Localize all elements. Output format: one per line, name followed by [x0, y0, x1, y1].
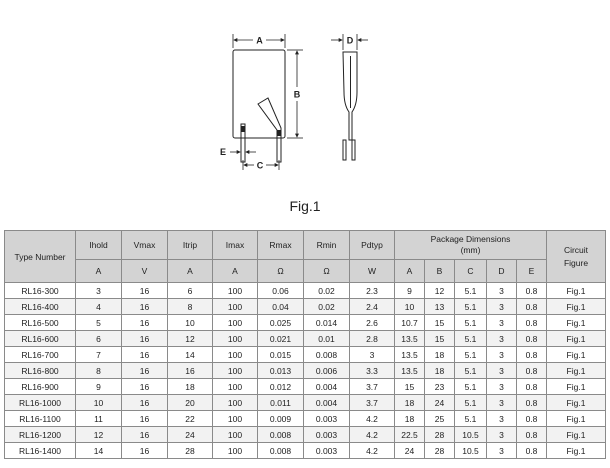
cell-dim-d: 3 [487, 283, 517, 299]
table-row [5, 347, 606, 363]
cell-circuit-figure: Fig.1 [547, 315, 606, 331]
table-row [5, 283, 606, 299]
cell-dim-a: 24 [395, 443, 425, 459]
cell-circuit-figure: Fig.1 [547, 363, 606, 379]
cell-imax: 100 [213, 347, 258, 363]
cell-pdtyp: 4.2 [350, 443, 395, 459]
cell-rmin: 0.02 [304, 283, 350, 299]
header-type-number: Type Number [5, 231, 76, 283]
cell-itrip: 6 [168, 283, 213, 299]
cell-dim-c: 5.1 [455, 299, 487, 315]
dim-c-label: C [256, 160, 264, 171]
unit-ihold: A [76, 260, 122, 283]
cell-rmax: 0.011 [258, 395, 304, 411]
cell-dim-d: 3 [487, 347, 517, 363]
cell-rmax: 0.021 [258, 331, 304, 347]
cell-dim-a: 10 [395, 299, 425, 315]
dim-b-label: B [293, 89, 301, 100]
cell-circuit-figure: Fig.1 [547, 299, 606, 315]
cell-circuit-figure: Fig.1 [547, 443, 606, 459]
cell-imax: 100 [213, 395, 258, 411]
cell-type-number: RL16-700 [5, 347, 76, 363]
cell-rmin: 0.01 [304, 331, 350, 347]
cell-imax: 100 [213, 411, 258, 427]
cell-dim-c: 5.1 [455, 379, 487, 395]
front-view [233, 50, 285, 162]
unit-dim-c: C [455, 260, 487, 283]
cell-itrip: 8 [168, 299, 213, 315]
cell-ihold: 6 [76, 331, 122, 347]
header-itrip: Itrip [168, 231, 213, 260]
unit-rmin: Ω [304, 260, 350, 283]
cell-dim-c: 5.1 [455, 331, 487, 347]
dim-d-label: D [346, 35, 354, 46]
table-row [5, 379, 606, 395]
cell-itrip: 12 [168, 331, 213, 347]
cell-itrip: 16 [168, 363, 213, 379]
cell-imax: 100 [213, 379, 258, 395]
header-vmax: Vmax [122, 231, 168, 260]
cell-ihold: 8 [76, 363, 122, 379]
cell-dim-e: 0.8 [517, 331, 547, 347]
cell-rmax: 0.008 [258, 443, 304, 459]
cell-ihold: 9 [76, 379, 122, 395]
cell-pdtyp: 2.8 [350, 331, 395, 347]
cell-imax: 100 [213, 443, 258, 459]
cell-vmax: 16 [122, 283, 168, 299]
unit-dim-d: D [487, 260, 517, 283]
header-circuit-figure [547, 231, 606, 283]
cell-ihold: 10 [76, 395, 122, 411]
unit-dim-a: A [395, 260, 425, 283]
cell-circuit-figure: Fig.1 [547, 331, 606, 347]
cell-itrip: 28 [168, 443, 213, 459]
table-row [5, 395, 606, 411]
unit-rmax: Ω [258, 260, 304, 283]
table-row [5, 315, 606, 331]
cell-pdtyp: 2.4 [350, 299, 395, 315]
table-body [5, 283, 606, 459]
cell-dim-b: 23 [425, 379, 455, 395]
cell-circuit-figure: Fig.1 [547, 427, 606, 443]
header-imax: Imax [213, 231, 258, 260]
cell-itrip: 14 [168, 347, 213, 363]
cell-ihold: 7 [76, 347, 122, 363]
cell-ihold: 14 [76, 443, 122, 459]
cell-vmax: 16 [122, 411, 168, 427]
unit-imax: A [213, 260, 258, 283]
cell-dim-e: 0.8 [517, 315, 547, 331]
cell-dim-d: 3 [487, 443, 517, 459]
cell-rmax: 0.008 [258, 427, 304, 443]
circuit-figure-line2: Figure [563, 257, 589, 268]
cell-ihold: 5 [76, 315, 122, 331]
cell-pdtyp: 3.3 [350, 363, 395, 379]
cell-rmin: 0.004 [304, 379, 350, 395]
cell-rmin: 0.02 [304, 299, 350, 315]
cell-imax: 100 [213, 363, 258, 379]
cell-dim-c: 5.1 [455, 347, 487, 363]
header-rmax: Rmax [258, 231, 304, 260]
cell-type-number: RL16-1000 [5, 395, 76, 411]
dim-a-label: A [256, 35, 263, 46]
cell-type-number: RL16-300 [5, 283, 76, 299]
cell-ihold: 12 [76, 427, 122, 443]
cell-itrip: 10 [168, 315, 213, 331]
cell-rmin: 0.003 [304, 443, 350, 459]
table-row [5, 363, 606, 379]
unit-itrip: A [168, 260, 213, 283]
cell-ihold: 3 [76, 283, 122, 299]
cell-pdtyp: 3.7 [350, 379, 395, 395]
cell-dim-c: 5.1 [455, 411, 487, 427]
cell-dim-a: 15 [395, 379, 425, 395]
cell-vmax: 16 [122, 443, 168, 459]
cell-circuit-figure: Fig.1 [547, 395, 606, 411]
cell-type-number: RL16-1100 [5, 411, 76, 427]
specification-table [4, 230, 606, 459]
cell-type-number: RL16-500 [5, 315, 76, 331]
header-package-dimensions [395, 231, 547, 260]
cell-itrip: 18 [168, 379, 213, 395]
cell-rmax: 0.04 [258, 299, 304, 315]
cell-dim-a: 13.5 [395, 363, 425, 379]
package-dimensions-title: Package Dimensions [430, 234, 511, 244]
cell-type-number: RL16-600 [5, 331, 76, 347]
cell-vmax: 16 [122, 315, 168, 331]
table-row [5, 299, 606, 315]
cell-rmax: 0.06 [258, 283, 304, 299]
cell-dim-d: 3 [487, 411, 517, 427]
cell-dim-b: 15 [425, 315, 455, 331]
cell-dim-c: 10.5 [455, 443, 487, 459]
cell-dim-c: 5.1 [455, 283, 487, 299]
cell-rmin: 0.014 [304, 315, 350, 331]
cell-rmax: 0.009 [258, 411, 304, 427]
cell-dim-b: 13 [425, 299, 455, 315]
cell-dim-a: 9 [395, 283, 425, 299]
cell-imax: 100 [213, 315, 258, 331]
cell-dim-b: 24 [425, 395, 455, 411]
table-row [5, 443, 606, 459]
cell-dim-e: 0.8 [517, 347, 547, 363]
table-row [5, 411, 606, 427]
cell-rmax: 0.013 [258, 363, 304, 379]
cell-rmax: 0.015 [258, 347, 304, 363]
cell-dim-e: 0.8 [517, 427, 547, 443]
cell-rmin: 0.003 [304, 411, 350, 427]
cell-circuit-figure: Fig.1 [547, 411, 606, 427]
circuit-figure-line1: Circuit [563, 244, 589, 255]
cell-dim-d: 3 [487, 395, 517, 411]
cell-circuit-figure: Fig.1 [547, 379, 606, 395]
cell-imax: 100 [213, 427, 258, 443]
cell-dim-e: 0.8 [517, 363, 547, 379]
cell-vmax: 16 [122, 347, 168, 363]
side-view [343, 52, 357, 160]
cell-type-number: RL16-1200 [5, 427, 76, 443]
cell-type-number: RL16-800 [5, 363, 76, 379]
unit-vmax: V [122, 260, 168, 283]
cell-vmax: 16 [122, 395, 168, 411]
cell-dim-d: 3 [487, 331, 517, 347]
cell-dim-e: 0.8 [517, 411, 547, 427]
cell-dim-a: 18 [395, 411, 425, 427]
cell-rmax: 0.025 [258, 315, 304, 331]
cell-vmax: 16 [122, 299, 168, 315]
cell-type-number: RL16-1400 [5, 443, 76, 459]
cell-dim-c: 5.1 [455, 363, 487, 379]
header-ihold: Ihold [76, 231, 122, 260]
header-rmin: Rmin [304, 231, 350, 260]
table-header [5, 231, 606, 283]
cell-dim-b: 28 [425, 427, 455, 443]
cell-dim-a: 18 [395, 395, 425, 411]
cell-pdtyp: 3 [350, 347, 395, 363]
cell-ihold: 11 [76, 411, 122, 427]
cell-vmax: 16 [122, 363, 168, 379]
cell-itrip: 20 [168, 395, 213, 411]
cell-dim-c: 5.1 [455, 315, 487, 331]
cell-rmin: 0.004 [304, 395, 350, 411]
dim-e-label: E [219, 147, 227, 157]
cell-vmax: 16 [122, 331, 168, 347]
cell-dim-d: 3 [487, 363, 517, 379]
unit-dim-e: E [517, 260, 547, 283]
cell-dim-e: 0.8 [517, 395, 547, 411]
cell-imax: 100 [213, 283, 258, 299]
cell-dim-a: 13.5 [395, 347, 425, 363]
cell-itrip: 24 [168, 427, 213, 443]
cell-type-number: RL16-400 [5, 299, 76, 315]
cell-pdtyp: 4.2 [350, 427, 395, 443]
cell-dim-c: 5.1 [455, 395, 487, 411]
cell-dim-b: 25 [425, 411, 455, 427]
cell-dim-a: 22.5 [395, 427, 425, 443]
cell-rmin: 0.008 [304, 347, 350, 363]
unit-pdtyp: W [350, 260, 395, 283]
cell-vmax: 16 [122, 379, 168, 395]
cell-circuit-figure: Fig.1 [547, 347, 606, 363]
cell-dim-a: 10.7 [395, 315, 425, 331]
cell-itrip: 22 [168, 411, 213, 427]
cell-rmin: 0.006 [304, 363, 350, 379]
cell-imax: 100 [213, 331, 258, 347]
figure-caption: Fig.1 [289, 198, 321, 214]
cell-ihold: 4 [76, 299, 122, 315]
cell-dim-d: 3 [487, 299, 517, 315]
cell-dim-b: 12 [425, 283, 455, 299]
cell-dim-b: 28 [425, 443, 455, 459]
table-row [5, 427, 606, 443]
component-drawing [0, 0, 610, 225]
cell-dim-d: 3 [487, 427, 517, 443]
cell-dim-b: 18 [425, 363, 455, 379]
unit-dim-b: B [425, 260, 455, 283]
cell-pdtyp: 2.3 [350, 283, 395, 299]
cell-pdtyp: 4.2 [350, 411, 395, 427]
cell-dim-b: 15 [425, 331, 455, 347]
cell-dim-c: 10.5 [455, 427, 487, 443]
cell-circuit-figure: Fig.1 [547, 283, 606, 299]
cell-dim-d: 3 [487, 379, 517, 395]
cell-pdtyp: 2.6 [350, 315, 395, 331]
cell-vmax: 16 [122, 427, 168, 443]
cell-dim-e: 0.8 [517, 443, 547, 459]
cell-dim-e: 0.8 [517, 283, 547, 299]
cell-dim-e: 0.8 [517, 299, 547, 315]
cell-dim-d: 3 [487, 315, 517, 331]
cell-dim-e: 0.8 [517, 379, 547, 395]
header-pdtyp: Pdtyp [350, 231, 395, 260]
cell-rmin: 0.003 [304, 427, 350, 443]
cell-rmax: 0.012 [258, 379, 304, 395]
cell-imax: 100 [213, 299, 258, 315]
package-dimensions-unit: (mm) [460, 245, 481, 255]
cell-dim-a: 13.5 [395, 331, 425, 347]
cell-dim-b: 18 [425, 347, 455, 363]
cell-pdtyp: 3.7 [350, 395, 395, 411]
cell-type-number: RL16-900 [5, 379, 76, 395]
table-row [5, 331, 606, 347]
